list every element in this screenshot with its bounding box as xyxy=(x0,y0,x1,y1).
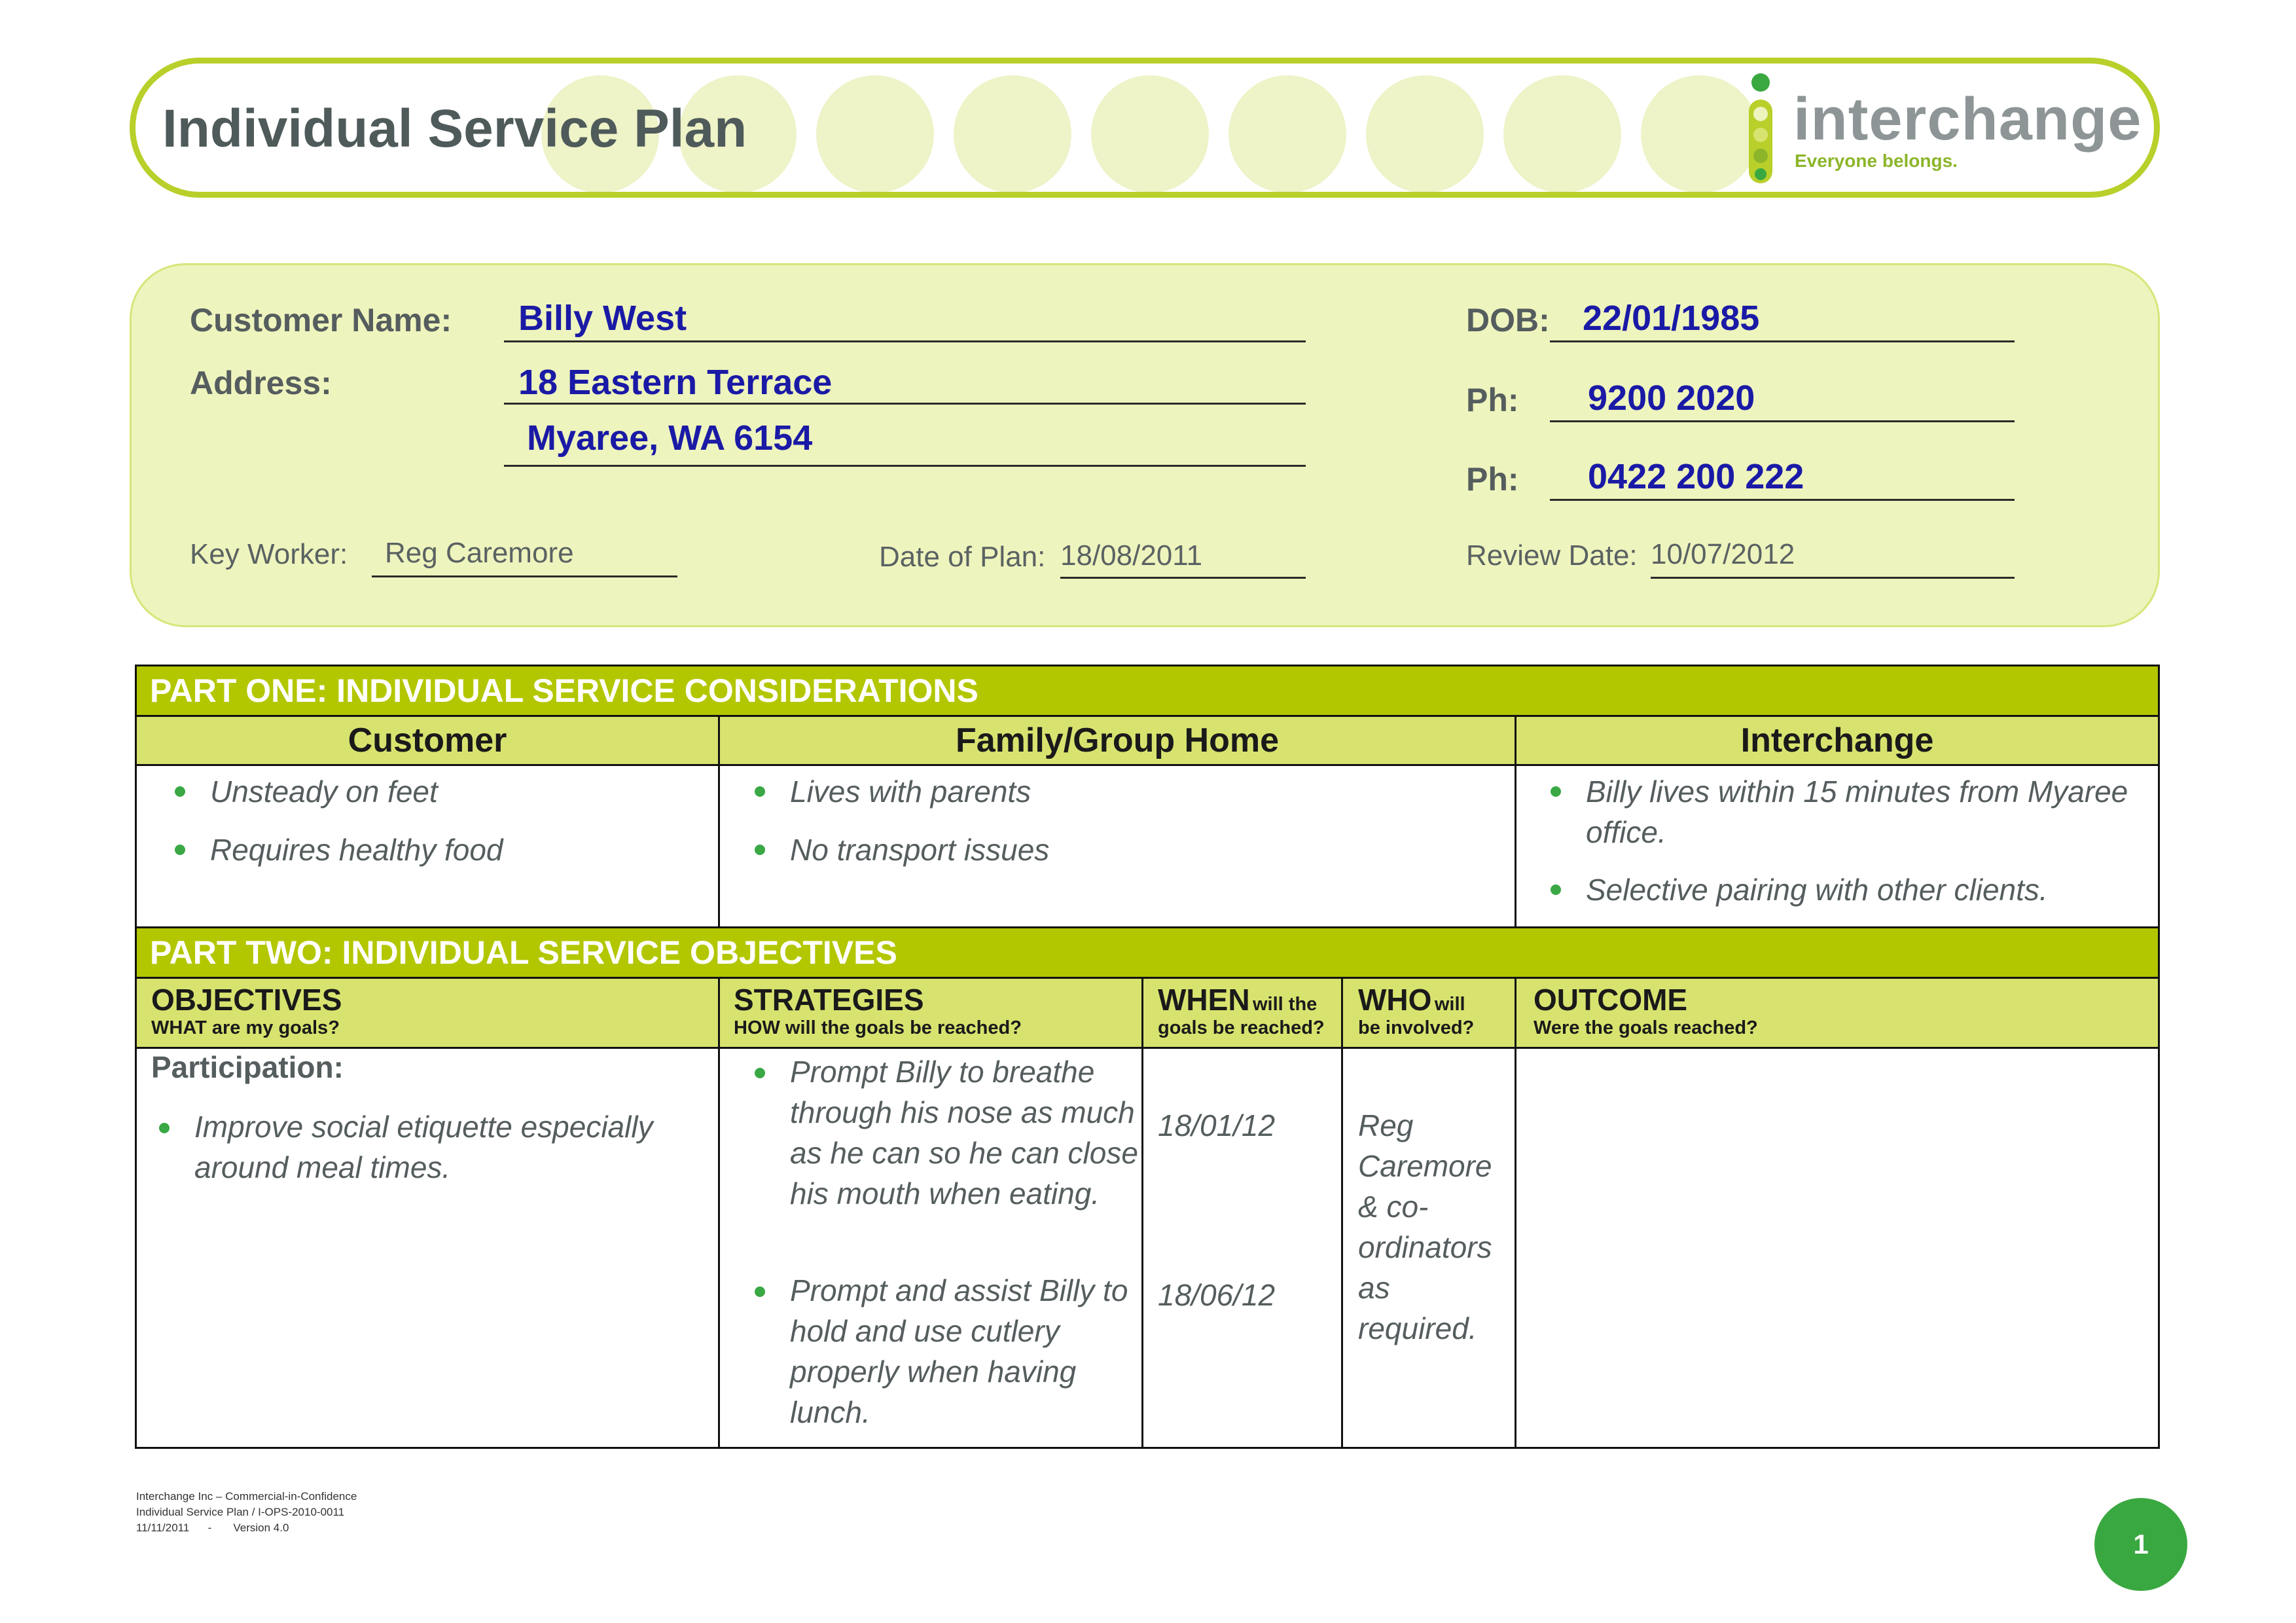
bullet-icon xyxy=(1551,884,1561,895)
address-line2-field[interactable]: Myaree, WA 6154 xyxy=(504,418,1306,467)
phone1-label: Ph: xyxy=(1466,382,1519,418)
phone2-label: Ph: xyxy=(1466,461,1519,498)
footer-line-1: Interchange Inc – Commercial-in-Confidence xyxy=(136,1490,357,1503)
list-item: Selective pairing with other clients. xyxy=(1586,873,2048,907)
column-interchange: Interchange xyxy=(1516,717,2158,764)
address-label: Address: xyxy=(190,365,332,401)
bullet-icon xyxy=(175,845,185,855)
list-item: Lives with parents xyxy=(790,775,1031,809)
bullet-icon xyxy=(1551,786,1561,797)
bullet-icon xyxy=(159,1123,170,1133)
when-header: WHEN will the goals be reached? xyxy=(1158,983,1325,1038)
part-one-heading: PART ONE: INDIVIDUAL SERVICE CONSIDERATIONS xyxy=(137,666,2158,715)
part-two-heading: PART TWO: INDIVIDUAL SERVICE OBJECTIVES xyxy=(137,928,2158,977)
logo-tagline: Everyone belongs. xyxy=(1795,151,1958,171)
page-number-badge: 1 xyxy=(2094,1498,2187,1591)
address-line1-field[interactable]: 18 Eastern Terrace xyxy=(504,362,1306,405)
dob-field[interactable]: 22/01/1985 xyxy=(1550,298,2015,342)
when-date: 18/06/12 xyxy=(1158,1278,1276,1312)
objective-heading: Participation: xyxy=(151,1050,344,1084)
column-family-group-home: Family/Group Home xyxy=(720,717,1515,764)
footer-line-2: Individual Service Plan / I-OPS-2010-0011 xyxy=(136,1506,345,1518)
key-worker-label: Key Worker: xyxy=(190,538,348,570)
footer-line-3: 11/11/2011 - Version 4.0 xyxy=(136,1522,289,1534)
strategy-item: Prompt and assist Billy to hold and use cutlery properly when having lunch. xyxy=(790,1273,1128,1429)
who-header: WHO will be involved? xyxy=(1358,983,1475,1038)
list-item: Unsteady on feet xyxy=(210,775,438,809)
bullet-icon xyxy=(175,786,185,797)
bullet-icon xyxy=(755,1068,765,1078)
date-of-plan-label: Date of Plan: xyxy=(879,541,1046,573)
logo-text: interchange xyxy=(1793,86,2142,153)
bullet-icon xyxy=(755,1286,765,1297)
who-text: Reg Caremore & co-ordinators as required. xyxy=(1358,1108,1492,1345)
review-date-field[interactable]: 10/07/2012 xyxy=(1651,538,2015,579)
dob-label: DOB: xyxy=(1466,302,1550,338)
objectives-header-row xyxy=(137,979,2158,1047)
page-title: Individual Service Plan xyxy=(162,99,747,158)
list-item: No transport issues xyxy=(790,833,1050,867)
objective-item: Improve social etiquette especially around meal times. xyxy=(194,1110,653,1184)
list-item: Requires healthy food xyxy=(210,833,503,867)
phone2-field[interactable]: 0422 200 222 xyxy=(1550,456,2015,501)
strategies-header: STRATEGIES HOW will the goals be reached? xyxy=(734,983,1022,1038)
service-plan-table xyxy=(135,665,2160,1449)
phone1-field[interactable]: 9200 2020 xyxy=(1550,378,2015,422)
strategy-item: Prompt Billy to breathe through his nose as much as he can so he can close his mouth when eating. xyxy=(790,1055,1138,1211)
bullet-icon xyxy=(755,845,765,855)
bullet-icon xyxy=(755,786,765,797)
review-date-label: Review Date: xyxy=(1466,539,1638,572)
column-customer: Customer xyxy=(137,717,718,764)
date-of-plan-field[interactable]: 18/08/2011 xyxy=(1060,539,1306,579)
objectives-header: OBJECTIVES WHAT are my goals? xyxy=(151,983,342,1038)
outcome-cell[interactable] xyxy=(1534,1059,2142,1426)
customer-name-field[interactable]: Billy West xyxy=(504,298,1306,342)
list-item: Billy lives within 15 minutes from Myaree office. xyxy=(1586,775,2128,849)
when-date: 18/01/12 xyxy=(1158,1108,1276,1142)
traffic-light-logo-icon xyxy=(1746,71,1775,186)
customer-name-label: Customer Name: xyxy=(190,302,452,338)
outcome-header: OUTCOME Were the goals reached? xyxy=(1534,983,1758,1038)
key-worker-field[interactable]: Reg Caremore xyxy=(372,537,677,577)
